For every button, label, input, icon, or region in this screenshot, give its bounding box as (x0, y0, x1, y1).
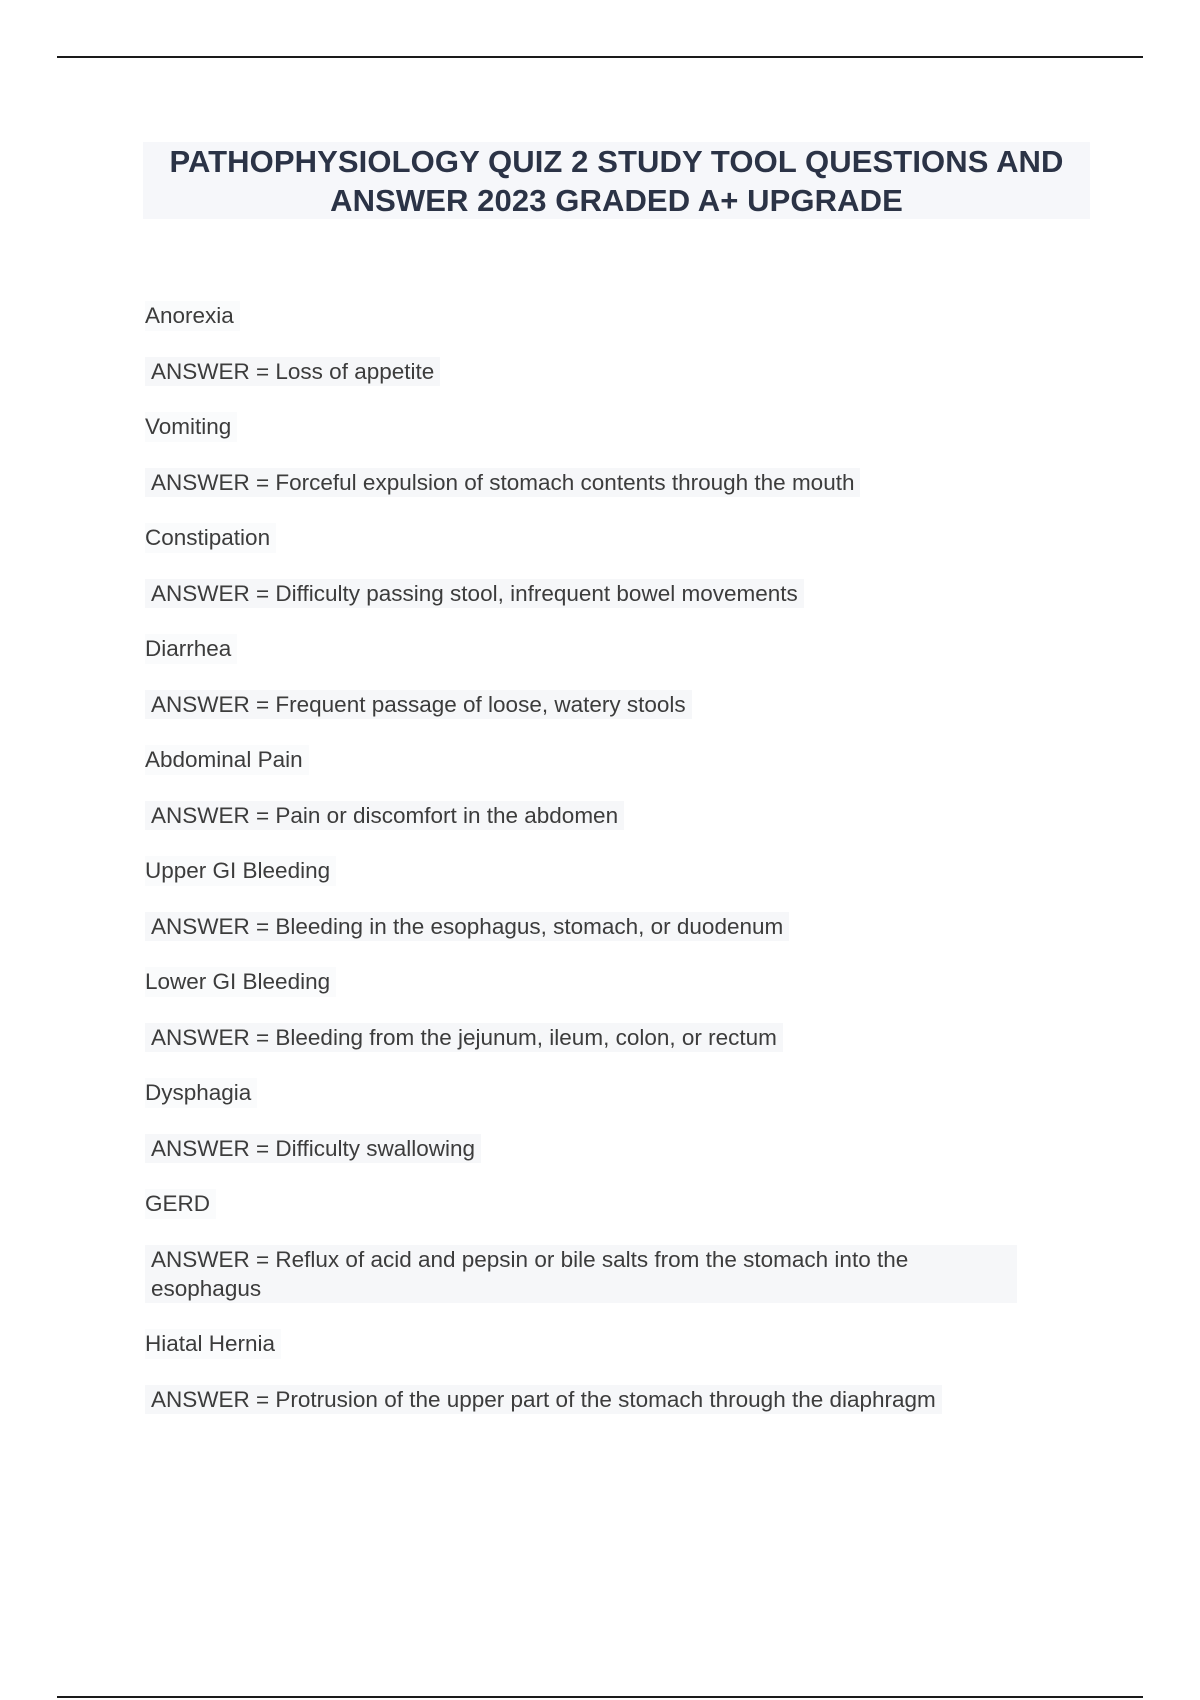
qa-item (145, 1329, 1025, 1440)
question-term: Anorexia (145, 301, 240, 331)
question-term: Abdominal Pain (145, 745, 309, 775)
title-block (143, 142, 1090, 219)
question-term: GERD (145, 1189, 216, 1219)
question-term: Lower GI Bleeding (145, 967, 336, 997)
qa-item (145, 745, 1025, 856)
answer-text: ANSWER = Loss of appetite (145, 357, 440, 386)
answer-text: ANSWER = Pain or discomfort in the abdomen (145, 801, 624, 830)
qa-list (145, 301, 1025, 1440)
qa-item (145, 856, 1025, 967)
question-term: Hiatal Hernia (145, 1329, 281, 1359)
answer-text: ANSWER = Bleeding from the jejunum, ileum, colon, or rectum (145, 1023, 783, 1052)
qa-item (145, 967, 1025, 1078)
question-term: Dysphagia (145, 1078, 257, 1108)
footer-rule (57, 1696, 1143, 1698)
question-term: Upper GI Bleeding (145, 856, 336, 886)
qa-item (145, 634, 1025, 745)
question-term: Diarrhea (145, 634, 237, 664)
answer-text: ANSWER = Difficulty swallowing (145, 1134, 481, 1163)
qa-item (145, 301, 1025, 412)
answer-text: ANSWER = Forceful expulsion of stomach contents through the mouth (145, 468, 860, 497)
question-term: Constipation (145, 523, 276, 553)
answer-text: ANSWER = Difficulty passing stool, infrequent bowel movements (145, 579, 804, 608)
header-rule (57, 56, 1143, 58)
answer-text: ANSWER = Bleeding in the esophagus, stomach, or duodenum (145, 912, 789, 941)
qa-item (145, 1078, 1025, 1189)
qa-item (145, 523, 1025, 634)
qa-item (145, 1189, 1025, 1303)
qa-item (145, 412, 1025, 523)
question-term: Vomiting (145, 412, 237, 442)
document-title: PATHOPHYSIOLOGY QUIZ 2 STUDY TOOL QUESTIONS AND ANSWER 2023 GRADED A+ UPGRADE (169, 143, 1064, 218)
answer-text: ANSWER = Reflux of acid and pepsin or bile salts from the stomach into the esophagus (145, 1245, 1017, 1303)
answer-text: ANSWER = Frequent passage of loose, watery stools (145, 690, 692, 719)
answer-text: ANSWER = Protrusion of the upper part of the stomach through the diaphragm (145, 1385, 942, 1414)
